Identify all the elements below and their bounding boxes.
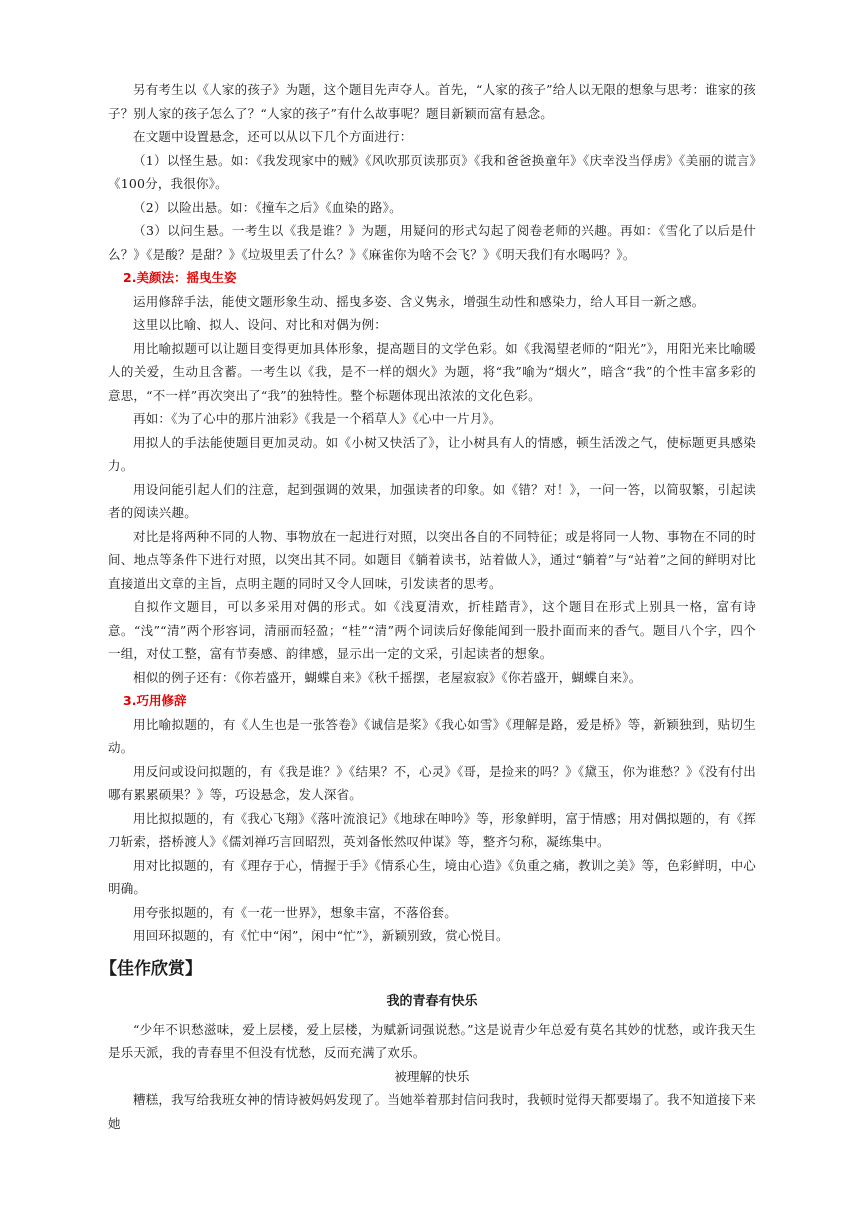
section-title-featured-essay: 【佳作欣赏】 <box>100 958 202 979</box>
paragraph: 用比喻拟题的，有《人生也是一张答卷》《诚信是桨》《我心如雪》《理解是路，爱是桥》等，新颖独到，贴切生动。 <box>108 716 756 755</box>
paragraph: 在文题中设置悬念，还可以从以下几个方面进行： <box>133 129 413 144</box>
paragraph: 用设问能引起人们的注意，起到强调的效果，加强读者的印象。如《错？对！》，一问一答，以简驭繁，引起读者的阅读兴趣。 <box>108 481 756 520</box>
paragraph: 用比喻拟题可以让题目变得更加具体形象，提高题目的文学色彩。如《我渴望老师的“阳光”》，用阳光来比喻暖人的关爱，生动且含蓄。一考生以《我，是不一样的烟火》为题，将“我”喻为“烟火”，暗含“我”的个性丰富多彩的意思，“不一样”再次突出了“我”的独特性。整个标题体现出浓浓的文化色彩。 <box>108 340 756 403</box>
paragraph: 自拟作文题目，可以多采用对偶的形式。如《浅夏清欢，折桂踏青》，这个题目在形式上别具一格，富有诗意。“浅”“清”两个形容词，清丽而轻盈；“桂”“清”两个词读后好像能闻到一股扑面而来的香气。题目八个字，四个一组，对仗工整，富有节奏感、韵律感，显示出一定的文采，引起读者的想象。 <box>108 599 756 661</box>
paragraph: 用对比拟题的，有《理存于心，情握于手》《情系心生，境由心造》《负重之痛，教训之美》等，色彩鲜明，中心明确。 <box>108 857 756 896</box>
paragraph: 用拟人的手法能使题目更加灵动。如《小树又快活了》，让小树具有人的情感，顿生活泼之气，使标题更具感染力。 <box>108 434 756 473</box>
essay-title: 我的青春有快乐 <box>386 993 478 1009</box>
paragraph: 相似的例子还有：《你若盛开，蝴蝶自来》《秋千摇摆，老屋寂寂》《你若盛开，蝴蝶自来》。 <box>133 669 642 685</box>
paragraph: 用回环拟题的，有《忙中“闲”，闲中“忙”》，新颖别致，赏心悦目。 <box>133 928 509 943</box>
paragraph: 运用修辞手法，能使文题形象生动、摇曳多姿、含义隽永，增强生动性和感染力，给人耳目一新之感。 <box>133 293 705 309</box>
rhetoric-section <box>108 713 756 948</box>
subheading-beauty-method: 2.美颜法：摇曳生姿 <box>123 270 237 285</box>
subheading-rhetoric: 3.巧用修辞 <box>123 693 187 708</box>
list-item: （3）以问生悬。一考生以《我是谁？》为题，用疑问的形式勾起了阅卷老师的兴趣。再如：《雪化了以后是什么？》《是酸？是甜？》《垃圾里丢了什么？》《麻雀你为啥不会飞？》《明天我们有水喝吗？》。 <box>108 223 756 262</box>
paragraph: 这里以比喻、拟人、设问、对比和对偶为例： <box>133 317 388 332</box>
essay-paragraph: 糟糕，我写给我班女神的情诗被妈妈发现了。当她举着那封信问我时，我顿时觉得天都要塌了。我不知道接下来她 <box>108 1092 756 1131</box>
list-item: （2）以险出悬。如：《撞车之后》《血染的路》。 <box>133 199 402 215</box>
intro-section <box>108 78 756 266</box>
paragraph: 用比拟拟题的，有《我心飞翔》《落叶流浪记》《地球在呻吟》等，形象鲜明，富于情感；用对偶拟题的，有《挥刀斩索，搭桥渡人》《儒刘禅巧言回昭烈，英刘备怅然叹仲谋》等，整齐匀称，凝练集中。 <box>108 810 756 849</box>
paragraph: 对比是将两种不同的人物、事物放在一起进行对照，以突出各自的不同特征；或是将同一人物、事物在不同的时间、地点等条件下进行对照，以突出其不同。如题目《躺着读书，站着做人》，通过“躺着”与“站着”之间的鲜明对比直接道出文章的主旨，点明主题的同时又令人回味，引发读者的思考。 <box>108 528 756 591</box>
paragraph: 再如：《为了心中的那片油彩》《我是一个稻草人》《心中一片月》。 <box>133 411 502 426</box>
document-page <box>100 78 756 1135</box>
essay-subtitle: 被理解的快乐 <box>394 1068 470 1084</box>
paragraph: 用反问或设问拟题的，有《我是谁？》《结果？不，心灵》《哥，是捡来的吗？》《黛玉，你为谁愁？》《没有付出哪有累累硕果？》等，巧设悬念，发人深省。 <box>108 763 756 802</box>
paragraph: 用夸张拟题的，有《一花一世界》，想象丰富，不落俗套。 <box>133 904 457 920</box>
beauty-method-section <box>108 290 756 690</box>
essay-paragraph: “少年不识愁滋味，爱上层楼，爱上层楼，为赋新词强说愁。”这是说青少年总爱有莫名其妙的忧愁，或许我天生是乐天派，我的青春里不但没有忧愁，反而充满了欢乐。 <box>108 1021 756 1060</box>
paragraph: 另有考生以《人家的孩子》为题，这个题目先声夺人。首先，“人家的孩子”给人以无限的想象与思考：谁家的孩子？别人家的孩子怎么了？“人家的孩子”有什么故事呢？题目新颖而富有悬念。 <box>108 82 756 121</box>
list-item: （1）以怪生悬。如：《我发现家中的贼》《风吹那页读那页》《我和爸爸换童年》《庆幸没当俘虏》《美丽的谎言》《100分，我很你》。 <box>108 152 756 191</box>
